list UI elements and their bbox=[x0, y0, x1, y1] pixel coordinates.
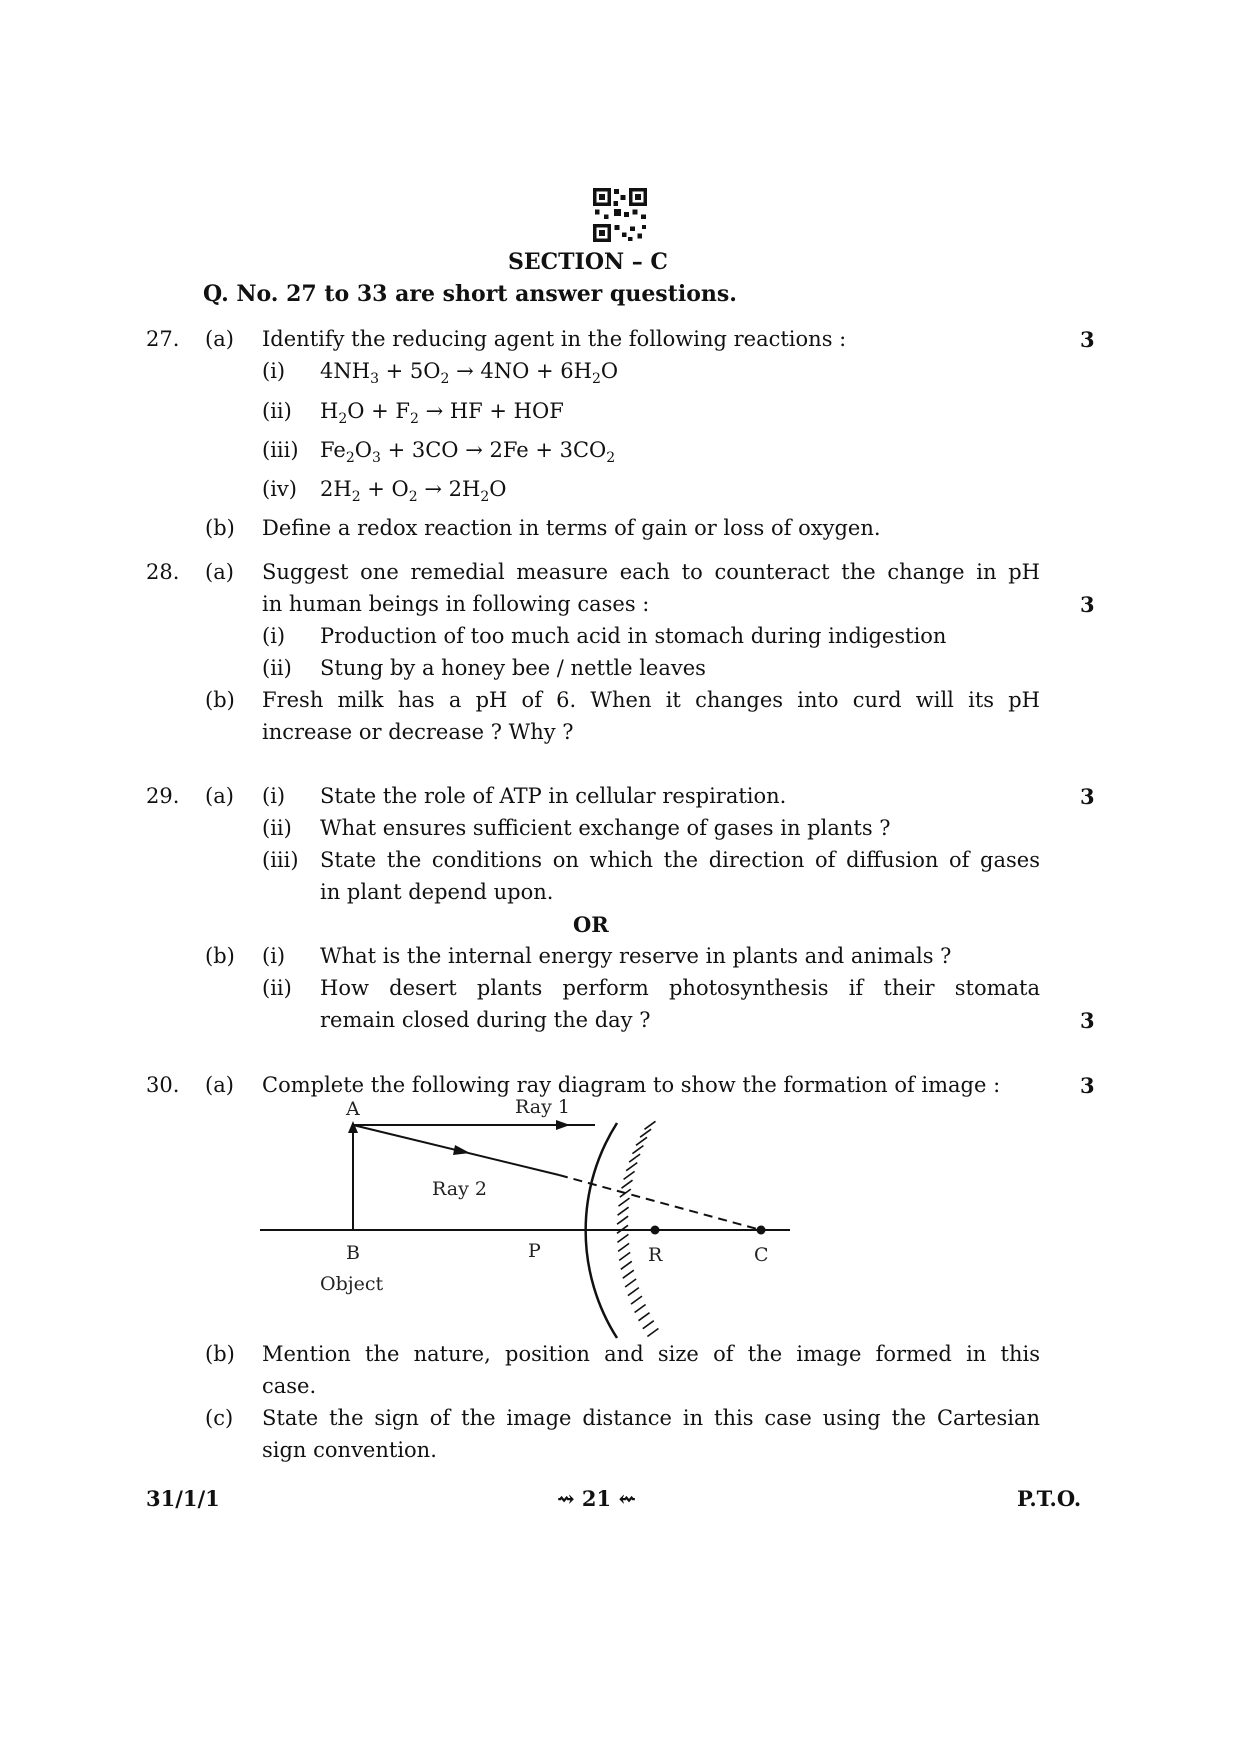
question-number-30: 30. bbox=[146, 1073, 180, 1097]
q30-b-line2: case. bbox=[262, 1374, 317, 1398]
q30-b-label: (b) bbox=[205, 1342, 235, 1366]
label-B: B bbox=[346, 1242, 360, 1264]
reaction-label: (ii) bbox=[262, 399, 292, 423]
q29-a-marks: 3 bbox=[1080, 784, 1095, 809]
mirror-hatch bbox=[618, 1243, 629, 1251]
q27-a-label: (a) bbox=[205, 327, 234, 351]
mirror-hatch bbox=[626, 1163, 637, 1171]
qr-code bbox=[593, 188, 647, 242]
q30-a-label: (a) bbox=[205, 1073, 234, 1097]
q30-b-line1: Mention the nature, position and size of the image formed in this bbox=[262, 1342, 1040, 1366]
q30-a-text: Complete the following ray diagram to show the formation of image : bbox=[262, 1073, 1001, 1097]
ornament-left-icon: ⇝ bbox=[557, 1486, 575, 1511]
question-number-28: 28. bbox=[146, 560, 180, 584]
object-arrowhead bbox=[348, 1121, 358, 1133]
q29-a-i-label: (i) bbox=[262, 784, 286, 808]
mirror-hatch bbox=[622, 1180, 633, 1188]
mirror-hatch bbox=[624, 1171, 635, 1179]
ray-diagram bbox=[250, 1095, 810, 1355]
q28-a-line1: Suggest one remedial measure each to counteract the change in pH bbox=[262, 560, 1040, 584]
q29-a-i-text: State the role of ATP in cellular respiration. bbox=[320, 784, 787, 808]
ray-1-arrowhead bbox=[556, 1120, 570, 1130]
label-ray1: Ray 1 bbox=[515, 1096, 570, 1118]
q28-ii-label: (ii) bbox=[262, 656, 292, 680]
point-C bbox=[757, 1226, 766, 1235]
q27-b-text: Define a redox reaction in terms of gain or loss of oxygen. bbox=[262, 516, 881, 540]
question-number-27: 27. bbox=[146, 327, 180, 351]
q29-a-iii-line2: in plant depend upon. bbox=[320, 880, 554, 904]
q29-a-ii-text: What ensures sufficient exchange of gases in plants ? bbox=[320, 816, 891, 840]
mirror-hatch bbox=[631, 1296, 642, 1304]
q28-b-label: (b) bbox=[205, 688, 235, 712]
label-C: C bbox=[754, 1244, 769, 1266]
reaction-equation: $4NH_3 + 5O_2 \to 4NO + 6H_2O$ bbox=[320, 359, 619, 387]
label-P: P bbox=[528, 1240, 541, 1262]
pto-label: P.T.O. bbox=[1017, 1486, 1082, 1511]
q27-a-text: Identify the reducing agent in the following reactions : bbox=[262, 327, 847, 351]
label-R: R bbox=[648, 1244, 663, 1266]
q30-c-label: (c) bbox=[205, 1406, 234, 1430]
mirror-hatch bbox=[623, 1270, 634, 1278]
q29-b-ii-label: (ii) bbox=[262, 976, 292, 1000]
point-R bbox=[651, 1226, 660, 1235]
mirror-hatch bbox=[643, 1321, 654, 1329]
mirror-hatch bbox=[628, 1288, 639, 1296]
mirror-hatch bbox=[625, 1279, 636, 1287]
mirror-hatch bbox=[636, 1137, 647, 1145]
reaction-equation: $2H_2 + O_2 \to 2H_2O$ bbox=[320, 477, 507, 505]
mirror-hatch bbox=[621, 1261, 632, 1269]
ornament-right-icon: ⇜ bbox=[618, 1486, 637, 1511]
mirror-hatch bbox=[645, 1121, 656, 1129]
q28-a-line2: in human beings in following cases : bbox=[262, 592, 650, 616]
paper-code: 31/1/1 bbox=[146, 1486, 220, 1511]
q29-b-marks: 3 bbox=[1080, 1008, 1095, 1033]
q30-c-line2: sign convention. bbox=[262, 1438, 437, 1462]
mirror-hatch bbox=[639, 1313, 650, 1321]
mirror-hatch bbox=[617, 1216, 628, 1224]
q29-b-ii-line2: remain closed during the day ? bbox=[320, 1008, 651, 1032]
reaction-label: (iv) bbox=[262, 477, 297, 501]
mirror-hatch bbox=[619, 1198, 630, 1206]
q28-ii-text: Stung by a honey bee / nettle leaves bbox=[320, 656, 706, 680]
ray-2-extension bbox=[559, 1175, 761, 1230]
q29-b-ii-line1: How desert plants perform photosynthesis if their stomata bbox=[320, 976, 1040, 1000]
mirror-hatch bbox=[620, 1189, 631, 1197]
q29-a-label: (a) bbox=[205, 784, 234, 808]
label-object: Object bbox=[320, 1273, 384, 1295]
mirror-hatch bbox=[640, 1129, 651, 1137]
label-A: A bbox=[346, 1098, 360, 1120]
q27-b-label: (b) bbox=[205, 516, 235, 540]
q28-i-text: Production of too much acid in stomach during indigestion bbox=[320, 624, 947, 648]
q29-or: OR bbox=[573, 912, 609, 937]
mirror-hatch bbox=[617, 1234, 628, 1242]
mirror-hatch bbox=[629, 1154, 640, 1162]
q28-b-line2: increase or decrease ? Why ? bbox=[262, 720, 574, 744]
q29-a-iii-label: (iii) bbox=[262, 848, 299, 872]
question-number-29: 29. bbox=[146, 784, 180, 808]
mirror-hatch bbox=[632, 1146, 643, 1154]
q29-b-i-label: (i) bbox=[262, 944, 286, 968]
q27-marks: 3 bbox=[1080, 327, 1095, 352]
reaction-equation: $Fe_2O_3 + 3CO \to 2Fe + 3CO_2$ bbox=[320, 438, 616, 466]
section-title: SECTION – C bbox=[508, 249, 668, 275]
q29-b-label: (b) bbox=[205, 944, 235, 968]
q28-i-label: (i) bbox=[262, 624, 286, 648]
mirror-hatch bbox=[618, 1207, 629, 1215]
q29-a-ii-label: (ii) bbox=[262, 816, 292, 840]
reaction-label: (iii) bbox=[262, 438, 299, 462]
section-instruction: Q. No. 27 to 33 are short answer questions. bbox=[203, 281, 737, 307]
q28-b-line1: Fresh milk has a pH of 6. When it changes into curd will its pH bbox=[262, 688, 1040, 712]
page-number: 21 bbox=[581, 1486, 612, 1511]
mirror-hatch bbox=[635, 1305, 646, 1313]
mirror-hatch bbox=[647, 1329, 658, 1337]
q30-c-line1: State the sign of the image distance in this case using the Cartesian bbox=[262, 1406, 1040, 1430]
q29-a-iii-line1: State the conditions on which the direction of diffusion of gases bbox=[320, 848, 1040, 872]
q28-a-label: (a) bbox=[205, 560, 234, 584]
page-number-group bbox=[557, 1484, 636, 1513]
reaction-label: (i) bbox=[262, 359, 286, 383]
mirror-hatch bbox=[619, 1252, 630, 1260]
q29-b-i-text: What is the internal energy reserve in plants and animals ? bbox=[320, 944, 952, 968]
label-ray2: Ray 2 bbox=[432, 1178, 487, 1200]
q30-marks: 3 bbox=[1080, 1073, 1095, 1098]
q28-marks: 3 bbox=[1080, 592, 1095, 617]
reaction-equation: $H_2O + F_2$ → HF + HOF bbox=[320, 399, 564, 427]
